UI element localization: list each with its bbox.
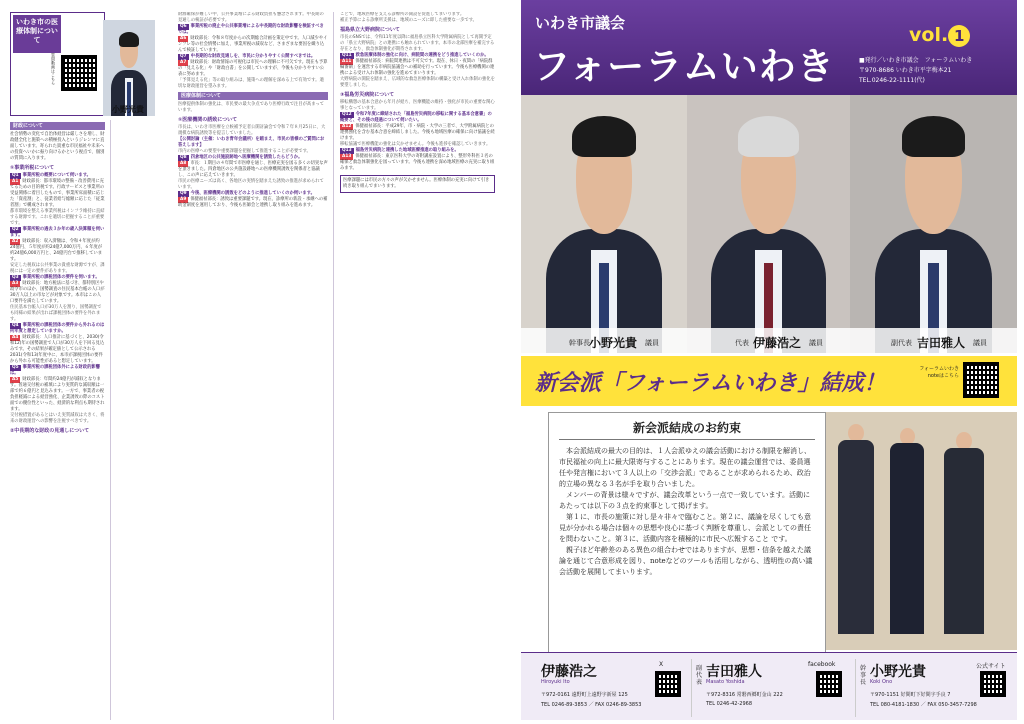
a11-badge: A11: [342, 59, 352, 64]
a5-badge: A5: [12, 377, 19, 382]
banner: [521, 356, 1017, 406]
note-qr[interactable]: [963, 362, 999, 398]
footer-member-yoshida: 副代表 吉田雅人 Masato Yoshida 〒972-8316 常磐西郷町金山 222 TEL 0246-42-2968 facebook: [691, 659, 849, 717]
member-photo-yoshida: [850, 95, 1017, 353]
a13-text: 保健福祉部長：東京医科大学の寄附講座設置により、整形外科医３名の確保と救急体制強化を図っています。今後も連携を深め地域医療の充実に取り組みます。: [340, 154, 495, 171]
a6-badge: A6: [180, 36, 187, 41]
a12-badge: A12: [342, 124, 352, 129]
cover-name-ito: 伊藤浩之: [753, 336, 802, 350]
a1-text: 財政部長：都市環境の整備・改善費用に充てるための目的税です。行政サービスと事業所の受益関係に着目したもので、事業所床面積に応じた「資産割」と、従業者給与総額に応じた「従業者割」で構成されます。: [10, 179, 105, 208]
section-3: ①医療機関の誘致について: [178, 117, 238, 123]
q2-badge: Q2: [12, 227, 19, 232]
a13-badge: A13: [342, 154, 352, 159]
member-photo-ono: [521, 95, 687, 353]
profile-name: 小野光貴: [112, 104, 144, 114]
profile-title: いわき市の医療体制について: [13, 15, 61, 53]
caption-bar: 幹事長 小野光貴 議員 代表 伊藤浩之 議員 副代表 吉田雅人 議員: [521, 328, 1017, 356]
a12-text: 保健福祉部長：平成29年、市・病院・大学の三者で、大学附属病院との連携強化を含む基本合意を締結しました。今後も地域医療の確保に向け協議を続けます。: [340, 124, 495, 141]
member-photo-ito: [687, 95, 850, 353]
footer-qr-ono[interactable]: [980, 671, 1006, 697]
a1-badge: A1: [12, 179, 19, 184]
footer-member-ito: 伊藤浩之 Hiroyuki Ito 〒972-0161 遠野町上遠野字新屋 125 TEL 0246-89-3853 ／ FAX 0246-89-3853 X: [527, 659, 685, 717]
section-hospital: 福島県立大野病院について: [340, 27, 400, 33]
q3-text: 事業所税の課税団体の要件を伺います。: [22, 275, 100, 280]
q6-badge: Q6: [180, 24, 187, 29]
a7-text: 財政部長：財政情報の可視化は市民への理解に不可欠です。現在も予算の「見える化」や「財政白書」を公開していますが、今後も分かりやすい公表に努めます。: [178, 60, 328, 77]
q4-badge: Q4: [12, 323, 19, 328]
footer-bar: [521, 652, 1017, 720]
second-column-text: 財源確保が難しい中、公共事業増による財政負担も懸念されます。中長期の見通しの検証が必要です。 Q6 事業所税の廃止や公共事業増による中長期的な財政影響を検証すべきでは。 A6 財政部長：令和８年度からの次期総合計画を策定中です。人口減少やインフレ等の社会情勢に加え、事業所税の減収など、さまざまな要因を織り込んで検証しています。 Q7 中長期的な財政見通しを、市民に分かりやすく公開すべきでは。 A7 財政部長：財政情報の可視化は市民への理解に不可欠です。現在も予算の「見える化」や「財政白書」を公開していますが、今後も分かりやすい公表に努めます。 「予算見える化」等の取り組みは、施策への理解を深める上で有効です。適切な財政運営を望みます。 医療体制について 医療提供体制の強化は、市民要の最大争点であり医療行政で注目が高まっています。 ①医療機関の誘致について 市長は、いわき市医療を立候補予定者公開討論会で令和７年８月25日に、大規模な病院誘致等を提言していました。 【公開討論（主催：いわき青年会議所）を踏まえ、市民の皆様のご質問にお答えします】 市内の医療への要望や重要課題を把握して推進することが必要です。 Q8 四倉地区の公共施設跡地へ医療機関を誘致したらどうか。 A8 市長：１期目の４年間で市医療を通じ、医療充実を図る多くの切実な声を頂きました。四倉地区の公共施設跡地への医療機関誘致を関係者と協議し、この声に応えていきます。 市民の医療ニーズは高く、各地区の実情を踏まえた誘致の推進が求められています。 Q9 今後、医療機関の誘致をどのように推進していくのか伺います。 A9 保健福祉部長：誘致は重要課題です。現在、診療所の新設・承継への補助金制度を運用しており、今後も医師会と連携し取り組みを進めます。: [178, 12, 328, 208]
a11-text: 保健福祉部長：病院間連携は不可欠です。現在、休日・夜間の「病院群輪番制」を運営する市病院協議会への補助を行っています。今後も医療機関の連携による受け入れ体制の強化を進めてまいります。: [340, 59, 495, 76]
banner-text: 新会派「フォーラムいわき」結成！: [535, 371, 886, 396]
promise-title: 新会派結成のお約束: [559, 419, 815, 440]
cover-title: フォーラムいわき: [533, 45, 835, 88]
footer-note: 医療課題には市民の方々の声が欠かせません。医療体制の充実に向けて引き続き取り組んでまいります。: [340, 175, 495, 193]
q5-text: 事業所税の課税団体外による財政的影響は。: [10, 365, 100, 376]
q12-badge: Q12: [342, 112, 352, 117]
q9-badge: Q9: [180, 191, 187, 196]
a7-badge: A7: [180, 60, 187, 65]
issuer-address: 〒970-8686 いわき市平字梅本21: [859, 67, 952, 74]
profile-box: [10, 12, 105, 116]
cover-header: [521, 0, 1017, 95]
vol-label: vol. 1: [909, 24, 970, 47]
footer-member-ono: 幹事長 小野光貴 Koki Ono 〒970-1151 好間町下好間字手良 7 TEL 080-4181-1830 ／ FAX 050-3457-7298 公式サイト: [855, 659, 1013, 717]
a2-text: 財政部長：収入済額は、令和４年度が約24億円、５年度が約24億7,000万円、６年度が約24億6,000万円と、24億円台で推移しています。: [10, 239, 102, 262]
profile-qr-label: 質問動画はこちら: [51, 53, 56, 85]
third-column-text: ことで、地域医療を支える診療所の開設を促進してまいります。 補正予算による診療所支援は、地域のニーズに即した重要な一歩です。 福島県立大野病院について 市長のSNSでは、令和11年度以降に福島県立医科大学附属病院として再開予定の「県立大野病院」との連携にも触れられています。本市の北部医療を補完する存在となり、救急体制強化が期待されます。 Q11 救急医療体制の強化に向け、病院間の連携をどう推進していくのか。 A11 保健福祉部長：病院間連携は不可欠です。現在、休日・夜間の「病院群輪番制」を運営する市病院協議会への補助を行っています。今後も医療機関の連携による受け入れ体制の強化を進めてまいります。 大野病院の開院を踏まえ、広域的な救急医療体制の構築と受け入れ体制の強化を要望しました。 ③福島労災病院について 移転構想の基本合意から年月が経ち、医療機能の維持・強化が市民の重要な関心事となっています。 Q12 令和7年度に締結された「福島労災病院の移転に関する基本合意書」の概要と、その後の経過について伺いたい。 A12 保健福祉部長：平成29年、市・病院・大学の三者で、大学附属病院との連携強化を含む基本合意を締結しました。今後も地域医療の確保に向け協議を続けます。 移転協議で医療機能の強化は欠かせません。今後も進捗を確認していきます。 Q13 福島労災病院と連携した地域医療推進の取り組みを。 A13 保健福祉部長：東京医科大学の寄附講座設置により、整形外科医３名の確保と救急体制強化を図っています。今後も連携を深め地域医療の充実に取り組みます。 医療課題には市民の方々の声が欠かせません。医療体制の充実に向けて引き続き取り組んでまいります。: [340, 12, 495, 720]
issuer-info: ■発行／いわき市議会 フォーラムいわき: [859, 57, 973, 64]
footer-qr-yoshida[interactable]: [816, 671, 842, 697]
q3-badge: Q3: [12, 275, 19, 280]
a8-badge: A8: [180, 161, 187, 166]
q11-badge: Q11: [342, 53, 352, 58]
profile-photo: [103, 20, 155, 116]
section-2: ②中長期的な財政の見通しについて: [10, 428, 90, 434]
q1-text: 事業所税の概要について伺います。: [22, 173, 91, 178]
q4-text: 事業所税の課税団体の要件から外れるのは何年度と想定していますか。: [10, 323, 105, 334]
section-4: ③福島労災病院について: [340, 92, 395, 98]
a9-badge: A9: [180, 197, 187, 202]
a9-text: 保健福祉部長：誘致は重要課題です。現在、診療所の新設・承継への補助金制度を運用しており、今後も医師会と連携し取り組みを進めます。: [178, 197, 328, 208]
q8-text: 四倉地区の公共施設跡地へ医療機関を誘致したらどうか。: [190, 155, 303, 160]
cover-name-yoshida: 吉田雅人: [917, 336, 966, 350]
council-label: いわき市議会: [535, 14, 626, 32]
footer-qr-ito[interactable]: [655, 671, 681, 697]
issuer-tel: TEL.0246-22-1111(代): [859, 77, 925, 84]
a4-text: 財政部長：人口推計に基づくと、2030(令和12)年の国勢調査で人口が30万人を下回る見込みです。その結果が確定値として公示される2031(令和13)年度中に、本市が課税団体の要件から外れる可能性があると想定しています。: [10, 335, 105, 364]
q7-text: 中長期的な財政見通しを、市民に分かりやすく公開すべきでは。: [190, 54, 316, 59]
q6-text: 事業所税の廃止や公共事業増による中長期的な財政影響を検証すべきでは。: [178, 24, 324, 35]
finance-intro: 社会情勢の変化で自治体経営は厳しさを増し、財政健全化と施策への積極投入というジレンマに直面しています。寄られた貴重な市民福祉や未来への投資へいかに振り向けるかという視点で、個別の質問に入ります。: [10, 132, 105, 161]
a8-text: 市長：１期目の４年間で市医療を通じ、医療充実を図る多くの切実な声を頂きました。四倉地区の公共施設跡地への医療機関誘致を関係者と協議し、この声に応えていきます。: [178, 161, 328, 178]
q2-text: 事業所税の過去３か年の歳入決算額を伺います。: [10, 227, 105, 238]
q9-text: 今後、医療機関の誘致をどのように推進していくのか伺います。: [190, 191, 315, 196]
a6-text: 財政部長：令和８年度からの次期総合計画を策定中です。人口減少やインフレ等の社会情勢に加え、事業所税の減収など、さまざまな要因を織り込んで検証しています。: [178, 36, 328, 53]
a5-text: 財政部長：年間約24億円が減収となります。普通交付税の補填により実質的な減収額は一部で約６億円と見込みます。一方で、事業者の税負担軽減による経営強化、企業誘致の際のコスト面での優位性といった、経済的な利点も期待されます。: [10, 377, 105, 412]
note-label: フォーラムいわき noteはこちら: [919, 366, 959, 379]
q11-text: 救急医療体制の強化に向け、病院間の連携をどう推進していくのか。: [355, 53, 489, 58]
q7-badge: Q7: [180, 54, 187, 59]
left-column-text: 財政について 社会情勢の変化で自治体経営は厳しさを増し、財政健全化と施策への積極投入というジレンマに直面しています。寄られた貴重な市民福祉や未来への投資へいかに振り向けるかという視点で、個別の質問に入ります。 ①事業所税について Q1 事業所税の概要について伺います。 A1 財政部長：都市環境の整備・改善費用に充てるための目的税です。行政サービスと事業所の受益関係に着目したもので、事業所床面積に応じた「資産割」と、従業者給与総額に応じた「従業者割」で構成されます。 都市環境を整える事業所税はインフラ維持に直結する財源です。これを適切に把握することが重要です。 Q2 事業所税の過去３か年の歳入決算額を伺います。 A2 財政部長：収入済額は、令和４年度が約24億円、５年度が約24億7,000万円、６年度が約24億6,000万円と、24億円台で推移しています。 安定した税収は公共事業の貴重な財源ですが、課税には一定の要件があります。 Q3 事業所税の課税団体の要件を伺います。 A3 財政部長：地方税法に基づき、都特別区や政令市のほか、国勢調査の住民基本台帳の人口が30万人以上の市などが対象です。本市はこの人口要件を満たしています。 住民基本台帳人口が30万人を割り、国勢調査でも同様の結果が出れば課税団体の要件を外れます。 Q4 事業所税の課税団体の要件から外れるのは何年度と想定していますか。 A4 財政部長：人口推計に基づくと、2030(令和12)年の国勢調査で人口が30万人を下回る見込みです。その結果が確定値として公示される2031(令和13)年度中に、本市が課税団体の要件から外れる可能性があると想定しています。 Q5 事業所税の課税団体外による財政的影響は。 A5 財政部長：年間約24億円が減収となります。普通交付税の補填により実質的な減収額は一部で約６億円と見込みます。一方で、事業者の税負担軽減による経営強化、企業誘致の際のコスト面での優位性といった、経済的な利点も期待されます。 交付税措置があるとはいえ実質減収は大きく、将来の財政運営への影響を注視すべきです。 ②中長期的な財政の見通しについて: [10, 123, 105, 434]
heading-finance: 財政について: [10, 122, 105, 130]
profile-video-qr[interactable]: [61, 55, 97, 91]
q1-badge: Q1: [12, 173, 19, 178]
q12-text: 令和7年度に締結された「福島労災病院の移転に関する基本合意書」の概要と、その後の経過について伺いたい。: [340, 112, 492, 123]
promise-p1: 本会派結成の最大の目的は、１人会派ゆえの議会活動における制限を解消し、市民福祉の向上に最大限寄与することにあります。現在の議会運営では、委員選任や発言権において３人以上の「交渉会派」であることが求められるため、政治的立場の異なる３名が手を取り合いました。: [559, 447, 811, 488]
a3-text: 財政部長：地方税法に基づき、都特別区や政令市のほか、国勢調査の住民基本台帳の人口が30万人以上の市などが対象です。本市はこの人口要件を満たしています。: [10, 281, 105, 304]
q8-badge: Q8: [180, 155, 187, 160]
q13-badge: Q13: [342, 148, 352, 153]
heading-medical: 医療体制について: [178, 92, 328, 100]
section-1: ①事業所税について: [10, 165, 55, 171]
q5-badge: Q5: [12, 365, 19, 370]
a4-badge: A4: [12, 335, 19, 340]
q13-text: 福島労災病院と連携した地域医療推進の取り組みを。: [355, 148, 459, 153]
a3-badge: A3: [12, 281, 19, 286]
promise-p3: 第１に、市長の施策に対し是々非々で臨むこと。第２に、議論を尽くしても意見が分かれる場合は個々の思想や良心に基づく判断を尊重し、会派としての責任を問わないこと。第３に、活動内容を積極的に市民へ広報すること です。: [559, 513, 811, 543]
cover-name-ono: 小野光貴: [589, 336, 638, 350]
group-photo: [826, 412, 1017, 650]
promise-p2: メンバーの背景は様々ですが、議会改革という一点で一致しています。活動にあたっては以下の３点を約束事として掲げます。: [559, 491, 810, 510]
a2-badge: A2: [12, 239, 19, 244]
promise-p4: 親子ほど年齢差のある異色の組合わせではありますが、思想・信条を越えた議論を通じて合意形成を図り、noteなどのツールも活用しながら、透明性の高い議会活動を展開してまいります。: [559, 546, 813, 576]
